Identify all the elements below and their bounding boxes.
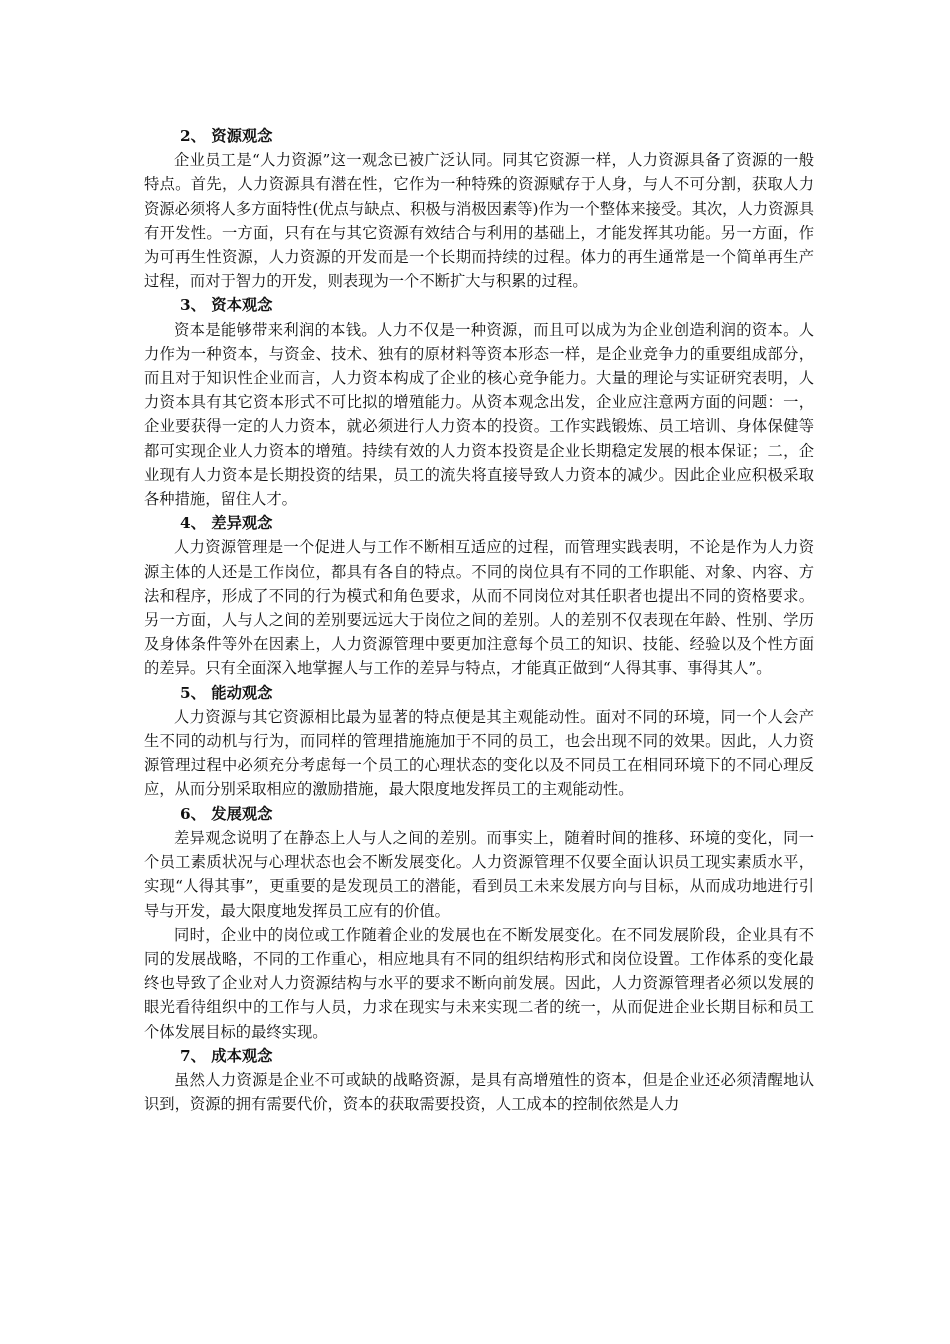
section-cost-concept [144,1044,814,1117]
section-heading: 5、 能动观念 [180,683,273,702]
body-paragraph: 同时，企业中的岗位或工作随着企业的发展也在不断发展变化。在不同发展阶段，企业具有不同的发展战略，不同的工作重心，相应地具有不同的组织结构形式和岗位设置。工作体系的变化最终也导致了企业对人力资源结构与水平的要求不断向前发展。因此，人力资源管理者必须以发展的眼光看待组织中的工作与人员，力求在现实与未来实现二者的统一，从而促进企业长期目标和员工个体发展目标的最终实现。 [144,925,814,1041]
section-difference-concept [144,511,814,680]
section-initiative-concept [144,681,814,802]
section-heading: 6、 发展观念 [180,804,273,823]
section-heading: 7、 成本观念 [180,1046,273,1065]
section-heading: 2、 资源观念 [180,127,273,145]
body-paragraph: 虽然人力资源是企业不可或缺的战略资源，是具有高增殖性的资本，但是企业还必须清醒地认识到，资源的拥有需要代价，资本的获取需要投资，人工成本的控制依然是人力 [144,1070,814,1114]
body-paragraph: 人力资源管理是一个促进人与工作不断相互适应的过程，而管理实践表明，不论是作为人力资源主体的人还是工作岗位，都具有各自的特点。不同的岗位具有不同的工作职能、对象、内容、方法和程序，形成了不同的行为模式和角色要求，从而不同岗位对其任职者也提出不同的资格要求。另一方面，人与人之间的差别要远远大于岗位之间的差别。人的差别不仅表现在年龄、性别、学历及身体条件等外在因素上，人力资源管理中要更加注意每个员工的知识、技能、经验以及个性方面的差异。只有全面深入地掌握人与工作的差异与特点，才能真正做到“人得其事、事得其人”。 [144,538,814,678]
body-paragraph: 人力资源与其它资源相比最为显著的特点便是其主观能动性。面对不同的环境，同一个人会产生不同的动机与行为，而同样的管理措施施加于不同的员工，也会出现不同的效果。因此，人力资源管理过程中必须充分考虑每一个员工的心理状态的变化以及不同员工在相同环境下的不同心理反应，从而分别采取相应的激励措施，最大限度地发挥员工的主观能动性。 [144,707,814,799]
section-development-concept [144,802,814,1044]
body-paragraph: 资本是能够带来利润的本钱。人力不仅是一种资源，而且可以成为为企业创造利润的资本。人力作为一种资本，与资金、技术、独有的原材料等资本形态一样，是企业竞争力的重要组成部分，而且对于知识性企业而言，人力资本构成了企业的核心竞争能力。大量的理论与实证研究表明，人力资本具有其它资本形式不可比拟的增殖能力。从资本观念出发，企业应注意两方面的问题：一，企业要获得一定的人力资本，就必须进行人力资本的投资。工作实践锻炼、员工培训、身体保健等都可实现企业人力资本的增殖。持续有效的人力资本投资是企业长期稳定发展的根本保证；二，企业现有人力资本是长期投资的结果，员工的流失将直接导致人力资本的减少。因此企业应积极采取各种措施，留住人才。 [144,320,814,509]
section-resource-concept [144,124,814,293]
section-heading: 4、 差异观念 [180,514,273,533]
section-capital-concept [144,293,814,511]
body-paragraph: 企业员工是“人力资源”这一观念已被广泛认同。同其它资源一样，人力资源具备了资源的一般特点。首先，人力资源具有潜在性，它作为一种特殊的资源赋存于人身，与人不可分割，获取人力资源必须将人多方面特性(优点与缺点、积极与消极因素等)作为一个整体来接受。其次，人力资源具有开发性。一方面，只有在与其它资源有效结合与利用的基础上，才能发挥其功能。另一方面，作为可再生性资源，人力资源的开发而是一个长期而持续的过程。体力的再生通常是一个简单再生产过程，而对于智力的开发，则表现为一个不断扩大与积累的过程。 [144,151,814,291]
section-heading: 3、 资本观念 [180,296,273,315]
body-paragraph: 差异观念说明了在静态上人与人之间的差别。而事实上，随着时间的推移、环境的变化，同一个员工素质状况与心理状态也会不断发展变化。人力资源管理不仅要全面认识员工现实素质水平，实现“人得其事”，更重要的是发现员工的潜能，看到员工未来发展方向与目标，从而成功地进行引导与开发，最大限度地发挥员工应有的价值。 [144,828,814,920]
document-page [144,124,814,1116]
